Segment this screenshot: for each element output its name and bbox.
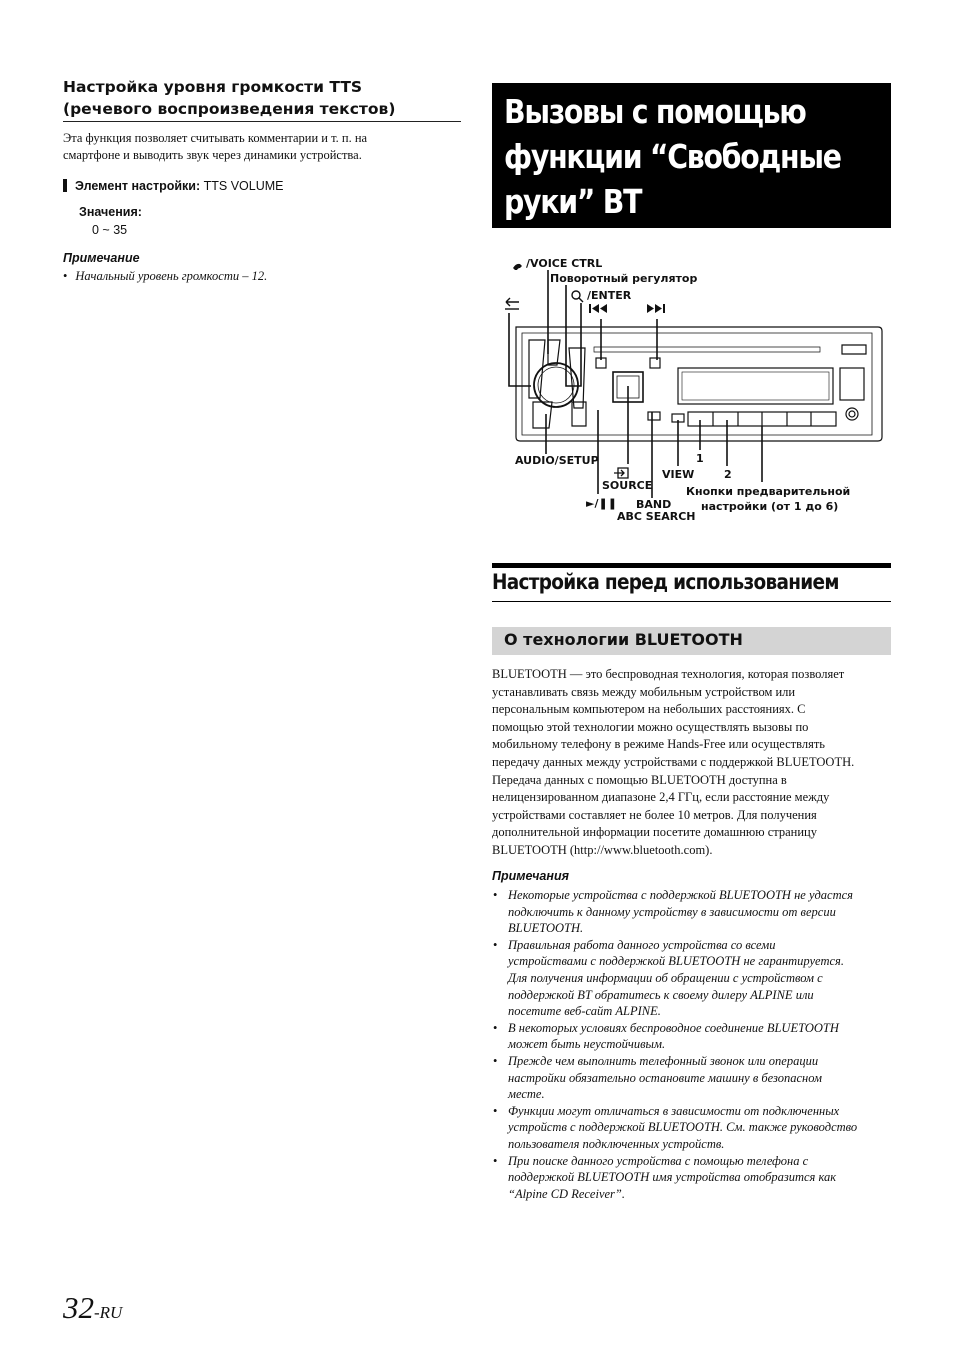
- heading-line-2: (речевого воспроизведения текстов): [63, 100, 396, 118]
- preset-2-label: 2: [724, 468, 732, 481]
- intro-line-1: Эта функция позволяет считывать комментарии и т. п. на: [63, 131, 368, 145]
- right-panel-button: [840, 368, 864, 400]
- note-line: посетите веб-сайт ALPINE.: [508, 1004, 661, 1019]
- body-line: передачу данных между устройствами с поддержкой BLUETOOTH.: [492, 754, 855, 769]
- note-line: • В некоторых условиях беспроводное соединение BLUETOOTH: [508, 1020, 839, 1035]
- phone-icon: [513, 264, 522, 270]
- rotary-knob-inner: [538, 367, 574, 403]
- note-line: • При поиске данного устройства с помощью телефона с: [508, 1153, 809, 1168]
- note-line: BLUETOOTH.: [508, 921, 584, 936]
- voice-ctrl-button: [548, 340, 560, 365]
- back-arrow-icon: [505, 298, 519, 309]
- note-item: [492, 1103, 891, 1153]
- intro-line-2: смартфоне и выводить звук через динамики устройства.: [63, 148, 362, 162]
- setting-label: Элемент настройки:: [75, 179, 201, 193]
- display-inner: [682, 372, 829, 400]
- heading-line-1: Настройка уровня громкости TTS: [63, 78, 363, 96]
- note-line: поддержкой BT обратитесь к своему дилеру ALPINE или: [508, 987, 814, 1002]
- play-pause-label: ►/❚❚: [586, 497, 617, 510]
- note-line: • Функции могут отличаться в зависимости от подключенных: [508, 1103, 840, 1118]
- note-item: [492, 1153, 891, 1203]
- body-line: BLUETOOTH (http://www.bluetooth.com).: [492, 842, 713, 857]
- values-range: 0 ~ 35: [92, 223, 128, 237]
- aux-jack: [846, 408, 858, 420]
- chapter-title-line-2: функции “Свободные: [504, 137, 841, 176]
- next-track-icon: [647, 304, 665, 313]
- rotary-label: Поворотный регулятор: [550, 272, 698, 285]
- note-item-text: Начальный уровень громкости – 12.: [75, 269, 268, 283]
- body-line: устанавливать связь между мобильным устройством или: [492, 684, 796, 699]
- note-item: [492, 887, 891, 937]
- note-line: устройствами с поддержкой BLUETOOTH не гарантируется.: [508, 954, 844, 969]
- note-line: • Прежде чем выполнить телефонный звонок или операции: [508, 1053, 819, 1068]
- band-button: [648, 412, 660, 420]
- view-label: VIEW: [662, 468, 695, 481]
- aux-jack-inner: [849, 411, 855, 417]
- note-line: Для получения информации об обращении с устройством с: [508, 970, 823, 985]
- note-line: “Alpine CD Receiver”.: [508, 1186, 625, 1201]
- values-label: Значения:: [79, 205, 142, 219]
- page-number-value: 32: [63, 1290, 94, 1325]
- enter-label: /ENTER: [587, 289, 632, 302]
- note-line: пользователя подключенных устройств.: [508, 1136, 725, 1151]
- presets-label-line-1: Кнопки предварительной: [686, 485, 851, 498]
- bluetooth-body-text: [492, 666, 891, 860]
- note-line: поддержкой BLUETOOTH имя устройства отобразится как: [508, 1170, 837, 1185]
- chapter-title-line-3: руки” BT: [504, 182, 642, 221]
- note-item: [492, 937, 891, 1020]
- note-line: настройки обязательно остановите машину в безопасном: [508, 1070, 823, 1085]
- subsection-title: О технологии BLUETOOTH: [504, 630, 743, 649]
- note-line: • Некоторые устройства с поддержкой BLUETOOTH не удастся: [508, 888, 853, 902]
- back-button: [529, 340, 545, 398]
- setting-value: TTS VOLUME: [203, 179, 284, 193]
- chapter-title-line-1: Вызовы с помощью: [504, 92, 806, 131]
- eject-button: [842, 345, 866, 354]
- preset-1-label: 1: [696, 452, 704, 465]
- note-title: Примечание: [63, 251, 140, 265]
- section-title: Настройка перед использованием: [492, 570, 839, 594]
- device-front-panel-diagram: [0, 0, 954, 560]
- next-track-button: [650, 358, 660, 368]
- notes-title: Примечания: [492, 869, 569, 883]
- band-label: BAND: [636, 498, 672, 511]
- previous-track-icon: [589, 304, 607, 313]
- section-top-bar: [492, 563, 891, 568]
- note-line: устройств с поддержкой BLUETOOTH. См. также руководство: [508, 1120, 858, 1135]
- disc-slot: [594, 347, 820, 352]
- display-window: [678, 368, 833, 404]
- subsection-bar: [492, 627, 891, 655]
- body-line: BLUETOOTH — это беспроводная технология, которая позволяет: [492, 667, 845, 681]
- audio-setup-label: AUDIO/SETUP: [515, 454, 599, 467]
- body-line: нелицензированном диапазоне 2,4 ГГц, если расстояние между: [492, 790, 830, 805]
- page-number-suffix: -RU: [94, 1303, 123, 1322]
- section-rule: [492, 601, 891, 602]
- body-line: дополнительной информации посетите домашнюю страницу: [492, 825, 817, 840]
- magnifier-icon: [572, 291, 583, 302]
- note-line: • Правильная работа данного устройства со всеми: [508, 937, 776, 952]
- note-item: • Начальный уровень громкости – 12.: [63, 269, 268, 283]
- leader-back: [509, 313, 531, 386]
- page-number: [63, 1290, 122, 1326]
- note-line: может быть неустойчивым.: [508, 1037, 666, 1052]
- body-line: устройствами составляет не более 10 метров. Для получения: [492, 807, 817, 822]
- source-label: SOURCE: [602, 479, 653, 492]
- body-line: помощью этой технологии можно осуществлять вызовы по: [492, 719, 809, 734]
- voice-ctrl-label: /VOICE CTRL: [526, 257, 603, 270]
- notes-list: [492, 887, 891, 1202]
- panel-outline: [516, 327, 882, 441]
- note-line: месте.: [508, 1087, 545, 1102]
- source-icon: [614, 468, 628, 478]
- body-line: мобильному телефону в режиме Hands-Free или осуществлять: [492, 737, 825, 752]
- note-item: [492, 1053, 891, 1103]
- abc-search-label: ABC SEARCH: [617, 510, 696, 523]
- note-line: подключить к данному устройству в зависимости от версии: [508, 904, 836, 919]
- presets-label-line-2: настройки (от 1 до 6): [701, 500, 839, 513]
- body-line: персональным компьютером на небольших расстояниях. С: [492, 702, 806, 717]
- note-item: [492, 1020, 891, 1053]
- body-line: Передача данных с помощью BLUETOOTH доступна в: [492, 772, 787, 787]
